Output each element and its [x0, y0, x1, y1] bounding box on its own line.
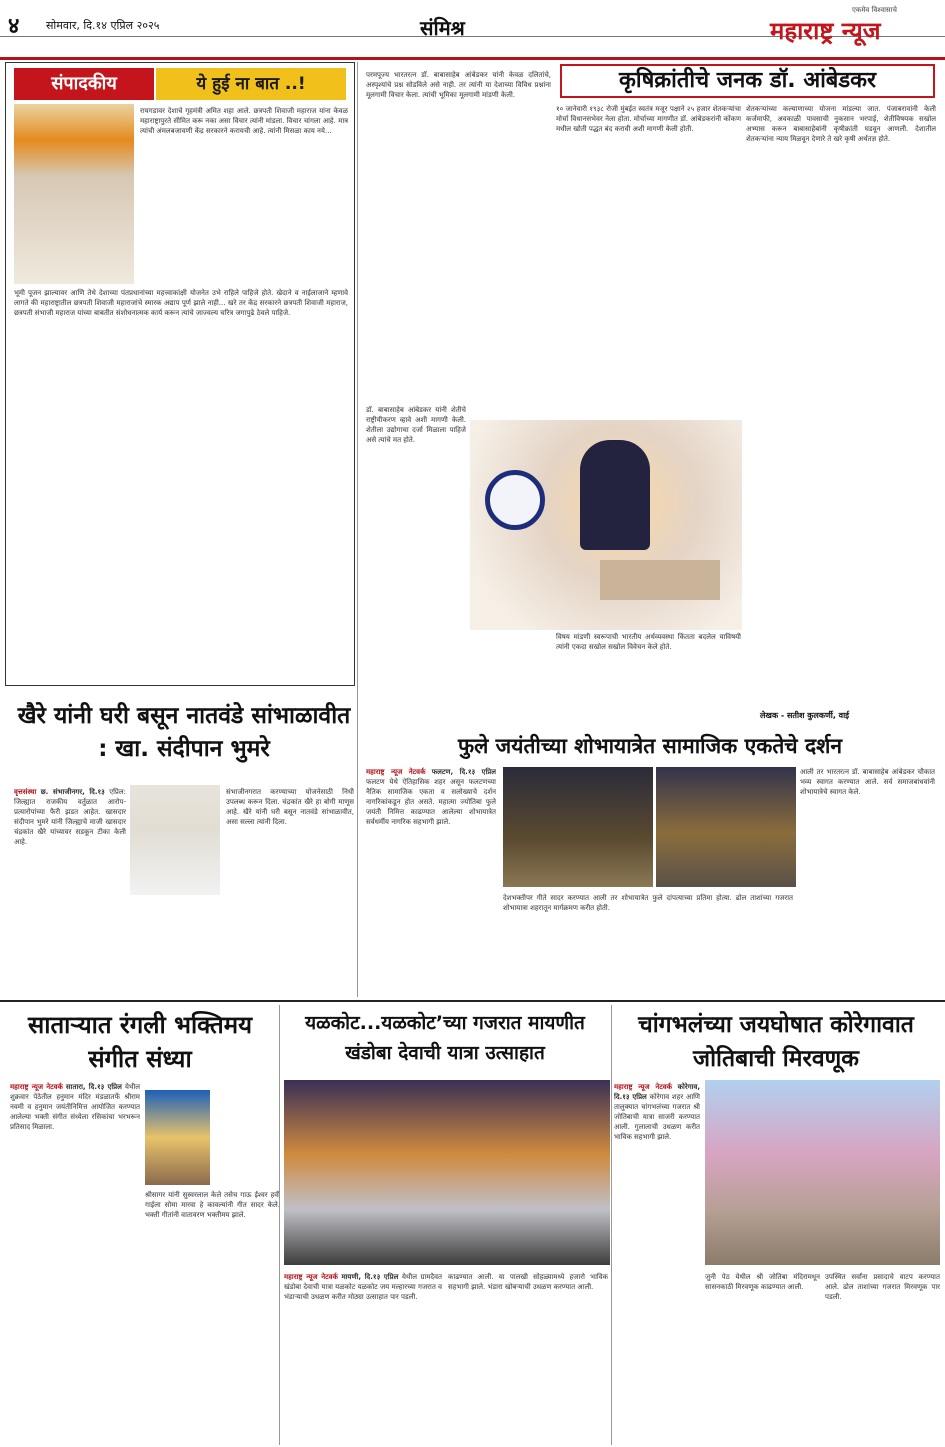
satara-body-1 [10, 1082, 140, 1442]
satara-dateline: सातारा, दि.१३ एप्रिल [65, 1083, 122, 1091]
bhumre-headline: खैरे यांनी घरी बसून नातवंडे सांभाळावीत : खा. संदीपान भुमरे [17, 703, 351, 762]
column-rule [611, 1005, 612, 1445]
koregaon-body-3: उपस्थित सर्वांना प्रसादाचे वाटप करण्यात आले. ढोल ताशांच्या गजरात मिरवणूक पार पडली. [825, 1273, 940, 1301]
koregaon-text-1: कोरेगाव शहर आणि तालुक्यात चांगभलंच्या गजरात श्री जोतिबाची यात्रा साजरी करण्यात आली. गुलालाची उधळण करीत भाविक सहभागी झाले. [614, 1093, 700, 1141]
phule-byline: महाराष्ट्र न्यूज नेटवर्क [366, 768, 426, 776]
phule-body-1 [366, 767, 496, 977]
editorial-para-2: भूमी पूजन झाल्यावर आणि तेथे देशाच्या पंतप्रधानांच्या महत्त्वाकांक्षी योजनेत उभे राहिले पाहिजे होते. खेदाने व नाईलाजाने म्हणावे लागते की महाराष्ट्रातील छत्रपती शिवाजी महाराजांचे स्मारक अद्याप पूर्ण झाले नाही... खरे तर केंद्र सरकारने छत्रपती शिवाजी महाराज, छत्रपती संभाजी महाराज यांच्या बाबतीत संशोधनात्मक कार्य करून त्यांचे जाज्वल्य चरित्र जगापुढे ठेवले पाहिजे. [14, 289, 348, 317]
ambedkar-author: लेखक - सतीश कुलकर्णी, वाई [760, 711, 850, 720]
phule-body-3: देशभक्तीपर गीते सादर करण्यात आली तर शोभायात्रेत फुले दांपत्याच्या प्रतिमा होत्या. ढोल ताशांच्या गजरात शोभायात्रा शहरातून मार्गक्रमण करीत होती. [503, 894, 793, 912]
koregaon-headline: चांगभलंच्या जयघोषात कोरेगावात जोतिबाची मिरवणूक [638, 1012, 914, 1072]
khandoba-body-1 [284, 1272, 442, 1442]
ambedkar-col-2: १० जानेवारी १९३८ रोजी मुंबईत स्वतंत्र मजूर पक्षाने २५ हजार शेतकऱ्यांचा मोर्चा विधानसभेवर नेला होता. मोर्चाच्या मागणीत डॉ. आंबेडकरांनी कोंकण मधील खोती पद्धत बंद करावी अशी मागणी केली होती. [556, 105, 741, 133]
satara-byline: महाराष्ट्र न्यूज नेटवर्क [10, 1083, 63, 1091]
bhumre-byline: वृत्तसंस्था [14, 788, 37, 796]
khandoba-byline: महाराष्ट्र न्यूज नेटवर्क [284, 1273, 338, 1281]
ambedkar-col-1: परमपूज्य भारतरत्न डॉ. बाबासाहेब आंबेडकर यांनी केवळ दलितांचे, अस्पृश्यांचे प्रश्न सोडविले असे नाही. तर त्यांनी या देशाच्या विविध प्रश्नांना मूलगामी विचार केला. त्यांची भूमिका मूलगामी मांडणी केली. [366, 71, 551, 99]
phule-text-1: फलटण येथे ऐतिहासिक शहर असून फलटणच्या नैतिक सामाजिक एकता व सलोख्याचे दर्शन नागरिकांकडून होत असते. महात्मा ज्योतिबा फुले जयंती निमित्त काढण्यात आलेल्या शोभायात्रेत सर्वधर्मीय नागरिक सहभागी झाले. [366, 778, 496, 826]
brand-tagline: एकमेव विश्वासाचे [852, 6, 897, 14]
phule-body-2: आली तर भारतरत्न डॉ. बाबासाहेब आंबेडकर चौकात भव्य स्वागत करण्यात आले. सर्व समाजबांधवांनी शोभायात्रेचे स्वागत केले. [800, 768, 935, 796]
koregaon-photo [705, 1080, 940, 1265]
bhumre-body-1 [14, 787, 126, 977]
ambedkar-figure [580, 440, 650, 550]
editorial-title: ये हुई ना बात ..! [156, 68, 346, 100]
khandoba-text-1: येथील ग्रामदैवत खंडोबा देवाची यात्रा यळकोट यळकोट जय मल्हारच्या गजरात व भंडाऱ्याची उधळण करीत मोठ्या उत्साहात पार पडली. [284, 1273, 442, 1301]
ambedkar-col-3: शेतकऱ्यांच्या कल्याणाच्या योजना मांडल्या जात. पंजाबरावांनी केली कर्जमाफी, अवकाळी पावसाची नुकसान भरपाई, शेतीविषयक सखोल अभ्यास करून बाबासाहेबांनी कृषीक्रांती घडवून आणली. देशातील शेतकऱ्यांना न्याय मिळवून देणारे ते खरे कृषी अर्थतज्ञ होते. [746, 105, 936, 143]
newspaper-logo: महाराष्ट्र न्यूज [770, 16, 881, 45]
satara-body-2: श्रीसागर यांनी सुस्वरलाल केले तसेच गाऊ ईश्वर हवी गाईला सोमा मारवा हे कावल्यांनी गीत सादर केले. भक्ती गीतांनी वातावरण भक्तीमय झाले. [145, 1191, 280, 1219]
editorial-photo [14, 104, 134, 284]
koregaon-body-1 [614, 1082, 700, 1442]
ambedkar-headline: कृषिक्रांतीचे जनक डॉ. आंबेडकर [560, 64, 935, 98]
parliament-image [600, 560, 720, 600]
page-number: ४ [8, 14, 20, 39]
khandoba-dateline: मायणी, दि.१३ एप्रिल [341, 1273, 399, 1281]
bhumre-photo [130, 785, 220, 895]
editorial-tag: संपादकीय [14, 68, 154, 100]
khandoba-photo [284, 1080, 610, 1265]
satara-photo [145, 1090, 210, 1185]
column-rule [357, 62, 358, 997]
phule-procession-photo [503, 767, 653, 887]
ashoka-chakra-icon [485, 470, 545, 530]
issue-date: सोमवार, दि.१४ एप्रिल २०२५ [46, 19, 160, 32]
ambedkar-col-5: विषय मांडणी स्वरूपाची भारतीय अर्थव्यवस्था किंतता बदलेल याविषयी त्यांनी एकदा सखोल सखोल विवेचन केले होते. [556, 633, 741, 651]
koregaon-byline: महाराष्ट्र न्यूज नेटवर्क [614, 1083, 673, 1091]
phule-headline: फुले जयंतीच्या शोभायात्रेत सामाजिक एकतेचे दर्शन [457, 734, 843, 758]
editorial-para-1: रायगडावर देशाचे गृहमंत्री अमित शहा आले. छत्रपती शिवाजी महाराज यांना केवळ महाराष्ट्रापुरते सीमित करू नका असा विचार त्यांनी मांडला. विचार चांगला आहे. मात्र त्यांची अंमलबजावणी केंद्र सरकारने करायची आहे. त्यांनी मिसळा काय नये... [140, 107, 348, 135]
bhumre-body-2: संभाजीनगरात करण्याच्या योजनेसाठी निधी उपलब्ध करून दिला. चंद्रकांत खैरे हा बोगी माणूस आहे. खैरे यांनी घरी बसून नातवंडे सांभाळावीत, असा सल्ला त्यांनी दिला. [226, 788, 354, 826]
koregaon-dateline: कोरेगाव, दि.१३ एप्रिल [614, 1083, 700, 1101]
column-rule [279, 1005, 280, 1445]
satara-text-1: येथील शुक्रवार पेठेतील हनुमान मंदिर मंडळातर्फे श्रीराम नवमी व हनुमान जयंतीनिमित्त आयोजित करण्यात आलेल्या भक्ती संगीत संध्येला रसिकांचा भरभरून प्रतिसाद मिळाला. [10, 1083, 140, 1131]
phule-dateline: फलटण, दि.१३ एप्रिल [431, 768, 496, 776]
koregaon-body-2: जुनी पेठ येथील श्री जोतिबा मंदिरामधून सासनकाठी मिरवणूक काढण्यात आली. [705, 1273, 820, 1291]
phule-statue-photo [656, 767, 796, 887]
bhumre-dateline: छ. संभाजीनगर, दि.१३ [40, 788, 105, 796]
section-divider [0, 1000, 945, 1002]
section-name: संमिश्र [420, 16, 465, 40]
khandoba-body-2: काढण्यात आली. या पालखी सोहळ्यामध्ये हजारो भाविक सहभागी झाले. भंडारा खोबऱ्याची उधळण करण्यात आली. [448, 1273, 608, 1291]
khandoba-headline: यळकोट...यळकोट’च्या गजरात मायणीत खंडोबा देवाची यात्रा उत्साहात [305, 1012, 585, 1064]
ambedkar-col-4: डॉ. बाबासाहेब आंबेडकर यांनी शेतीचे राष्ट्रीयीकरण व्हावे अशी मागणी केली. शेतीला उद्योगाचा दर्जा मिळाला पाहिजे असे त्यांचे मत होते. [366, 406, 466, 444]
bhumre-text-1: एप्रिल: जिल्ह्यात राजकीय वर्तुळात आरोप-प्रत्यारोपांच्या फैरी झडत आहेत. खासदार संदीपान भुमरे यांनी जिल्ह्याचे माजी खासदार चंद्रकांत खैरे यांच्यावर सडकून टीका केली आहे. [14, 788, 126, 846]
satara-headline: साताऱ्यात रंगली भक्तिमय संगीत संध्या [28, 1011, 252, 1073]
